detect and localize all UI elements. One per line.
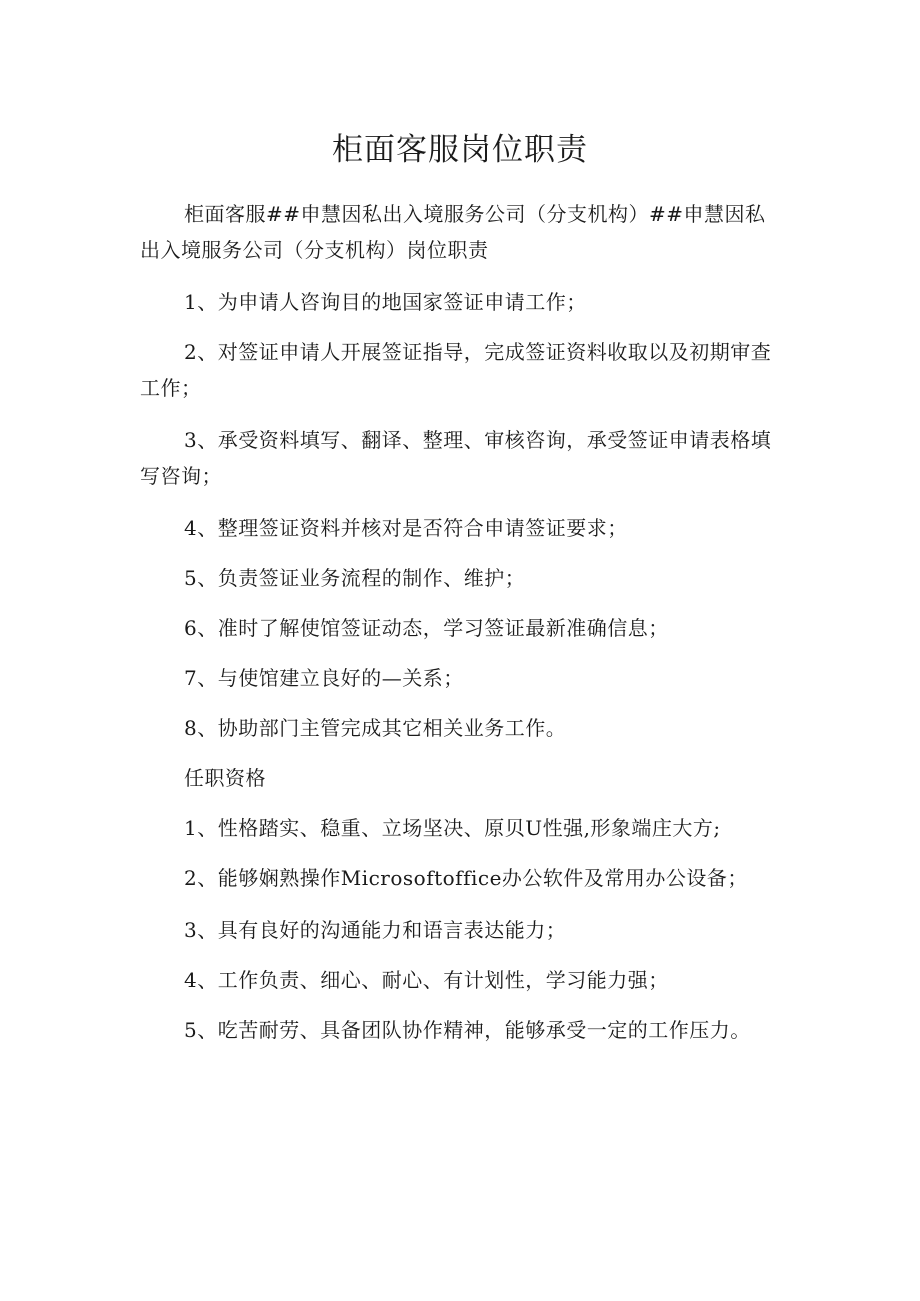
intro-paragraph: 柜面客服##申慧因私出入境服务公司（分支机构）##申慧因私出入境服务公司（分支机构）岗位职责 (140, 202, 766, 262)
duty-item-2: 2、对签证申请人开展签证指导，完成签证资料收取以及初期审查工作； (140, 340, 772, 400)
duty-item-3: 3、承受资料填写、翻译、整理、审核咨询，承受签证申请表格填写咨询； (140, 428, 772, 488)
document-body (140, 196, 784, 1064)
duty-item-5: 5、负责签证业务流程的制作、维护； (184, 566, 526, 590)
document-title: 柜面客服岗位职责 (332, 132, 588, 168)
duty-item-6: 6、准时了解使馆签证动态，学习签证最新准确信息； (184, 616, 669, 640)
qualification-item-4: 4、工作负责、细心、耐心、有计划性，学习能力强； (184, 968, 669, 992)
duty-item-1: 1、为申请人咨询目的地国家签证申请工作； (184, 290, 587, 314)
qualification-item-5: 5、吃苦耐劳、具备团队协作精神，能够承受一定的工作压力。 (184, 1018, 751, 1042)
qualifications-heading: 任职资格 (184, 766, 266, 790)
duty-item-4: 4、整理签证资料并核对是否符合申请签证要求； (184, 516, 628, 540)
qualification-item-1: 1、性格踏实、稳重、立场坚决、原贝U性强,形象端庄大方; (184, 816, 721, 840)
duty-item-8: 8、协助部门主管完成其它相关业务工作。 (184, 716, 567, 740)
duty-item-7: 7、与使馆建立良好的—关系； (184, 666, 464, 690)
qualification-item-3: 3、具有良好的沟通能力和语言表达能力； (184, 918, 567, 942)
qualification-item-2: 2、能够娴熟操作Microsoftoffice办公软件及常用办公设备； (184, 866, 748, 890)
